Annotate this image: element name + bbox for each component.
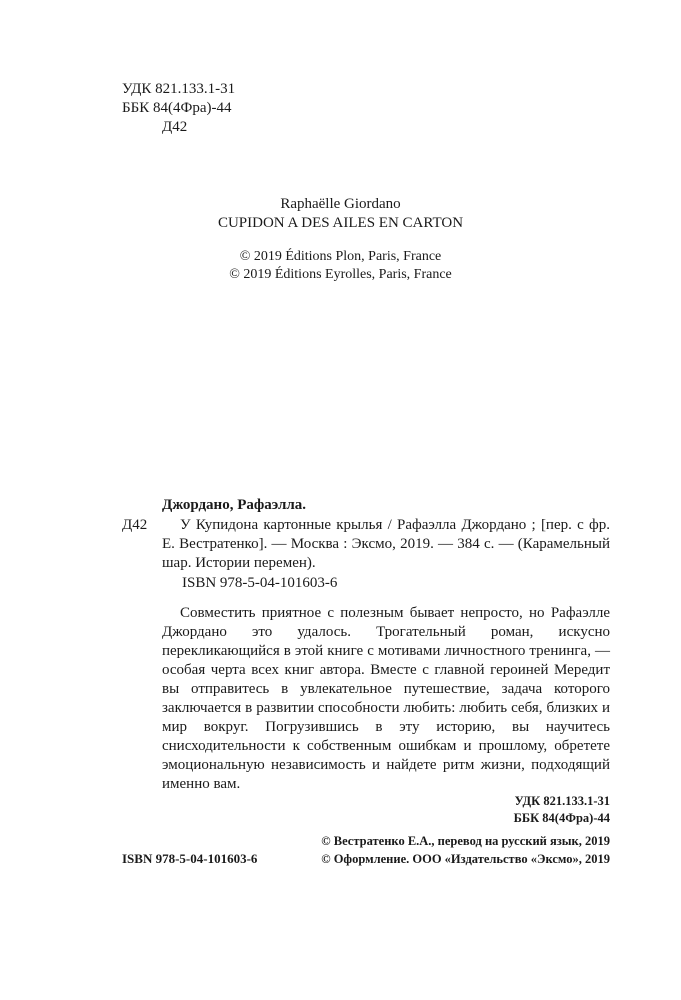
record-classification xyxy=(514,793,610,827)
description-text: У Купидона картонные крылья / Рафаэлла Джордано ; [пер. с фр. Е. Вестратенко]. — Москва : Эксмо, 2019. — 384 с. — (Карамельный шар. Истории перемен). xyxy=(162,517,610,571)
bbk-code: ББК 84(4Фра)-44 xyxy=(122,100,232,116)
record-author-code: Д42 xyxy=(122,517,148,533)
original-copyrights xyxy=(0,248,681,284)
record-udk: УДК 821.133.1-31 xyxy=(514,794,610,808)
classification-block xyxy=(122,80,235,137)
original-title: CUPIDON A DES AILES EN CARTON xyxy=(217,215,464,231)
udk-code: УДК 821.133.1-31 xyxy=(122,81,236,97)
record-author-heading: Джордано, Рафаэлла. xyxy=(162,497,307,513)
copyright-line: © Оформление. ООО «Издательство «Эксмо», 2019 xyxy=(321,852,610,866)
record-isbn: ISBN 978-5-04-101603-6 xyxy=(182,575,338,591)
footer-isbn: ISBN 978-5-04-101603-6 xyxy=(122,851,258,866)
author-code: Д42 xyxy=(162,119,188,135)
annotation xyxy=(162,604,610,794)
annotation-text: Совместить приятное с полезным бывает непросто, но Рафаэлле Джордано это удалось. Трогательный роман, искусно перекликающийся в этой книге с мотивами личностного тренинга, — особая черта всех книг автора. Вместе с главной героиней Мередит вы отправитесь в увлекательное путешествие, задача которого заключается в развитии способности любить: любить себя, близких и мир вокруг. Погрузившись в эту историю, вы научитесь снисходительности к собственным ошибкам и прошлому, обретете эмоциональную независимость и найдете ритм жизни, подходящий именно вам. xyxy=(162,605,610,792)
original-edition xyxy=(0,195,681,233)
original-author: Raphaëlle Giordano xyxy=(280,196,401,212)
record-bbk: ББК 84(4Фра)-44 xyxy=(513,811,610,825)
record-description xyxy=(162,516,610,573)
copyright-line: © 2019 Éditions Plon, Paris, France xyxy=(239,249,442,264)
copyright-line: © 2019 Éditions Eyrolles, Paris, France xyxy=(229,267,452,282)
copyright-line: © Вестратенко Е.А., перевод на русский язык, 2019 xyxy=(321,834,610,848)
footer-copyrights xyxy=(321,832,610,868)
